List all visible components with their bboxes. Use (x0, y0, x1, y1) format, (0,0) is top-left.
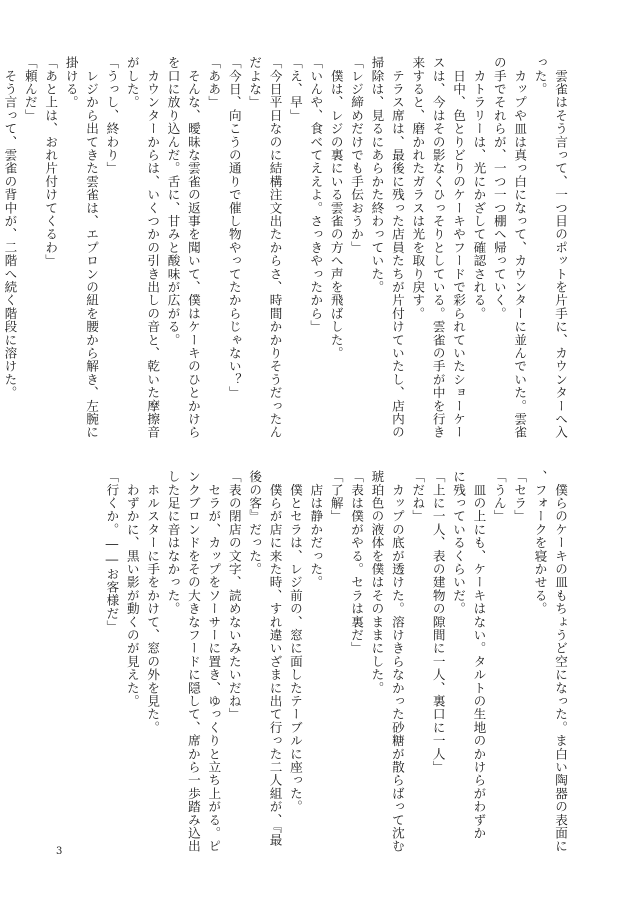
text-line: した足に音はなかった。 (165, 470, 181, 616)
text-line: 僕とセラは、レジ前の、窓に面したテーブルに座った。 (287, 470, 303, 814)
text-line: 雲雀はそう言って、一つ目のポットを片手に、カウンターへ入 (553, 56, 568, 439)
text-line: 、フォークを寝かせる。 (532, 470, 548, 616)
text-line: 「頼んだ」 (22, 56, 38, 122)
text-line: テラス席は、最後に残った店員たちが片付けていたし、店内の (389, 56, 405, 439)
text-line: 掛ける。 (63, 56, 79, 109)
text-line: レジから出てきた雲雀は、エプロンの紐を腰から解き、左腕に (84, 56, 100, 439)
page-number: 3 (56, 846, 63, 857)
text-line: 「上に一人、表の建物の隙間に一人、裏口に一人」 (430, 470, 446, 774)
text-line: 「うん」 (491, 470, 507, 523)
text-line: 僕らのケーキの皿もちょうど空になった。ま白い陶器の表面に (553, 470, 568, 853)
text-line: 来すると、磨かれたガラスは光を取り戻す。 (410, 56, 426, 320)
text-line: 「え、早」 (287, 56, 303, 122)
text-line: 「今日平日なのに結構注文出たからさ、時間かかりそうだったん (267, 56, 283, 439)
text-line: 「うっし、終わり」 (104, 56, 120, 175)
text-line: そう言って、雲雀の背中が、二階へ続く階段に溶けた。 (2, 56, 18, 400)
text-line: ホルスターに手をかけて、窓の外を見た。 (145, 470, 161, 734)
lower-text-block (104, 470, 568, 853)
text-line: セラが、カップをソーサーに置き、ゆっくりと立ち上がる。ピ (206, 470, 222, 853)
text-line: に残っているくらいだ。 (451, 470, 467, 616)
text-line: 後の客』だった。 (247, 470, 263, 576)
text-line: カウンターからは、いくつかの引き出しの音と、乾いた摩擦音 (145, 56, 161, 439)
text-line: 「あと上は、おれ片付けてくるわ」 (43, 56, 59, 268)
text-line: 「了解」 (328, 470, 344, 523)
text-line: 「だね」 (410, 470, 426, 523)
text-line: の手でそれらが、一つ一つ棚へ帰っていく。 (491, 56, 507, 320)
text-line: 「表の閉店の文字、読めないみたいだね」 (226, 470, 242, 721)
text-line: った。 (532, 56, 548, 96)
text-line: 琥珀色の液体を僕はそのままにした。 (369, 470, 385, 695)
text-line: 日中、色とりどりのケーキやフードで彩られていたショーケー (451, 56, 467, 439)
text-line: 「レジ締めだけでも手伝おうか」 (349, 56, 365, 254)
text-line: 皿の上にも、ケーキはない。タルトの生地のかけらがわずか (471, 470, 487, 840)
text-line: わずかに、黒い影が動くのが見えた。 (124, 470, 140, 708)
text-line: カップや皿は真っ白になって、カウンターに並んでいた。雲雀 (512, 56, 528, 439)
text-line: がした。 (124, 56, 140, 109)
text-line: カップの底が透けた。溶けきらなかった砂糖が散らばって沈む (389, 470, 405, 853)
text-line: 「いんや、食べてええよ。さっきやったから」 (308, 56, 324, 334)
text-line: を口に放り込んだ。舌に、甘みと酸味が広がる。 (165, 56, 181, 347)
text-line: 「ああ」 (206, 56, 222, 109)
text-line: 「行くか。――お客様だ」 (104, 470, 120, 634)
text-line: スは、今はその影なくひっそりとしている。雲雀の手が中を行き (430, 56, 446, 439)
text-line: 僕は、レジの裏にいる雲雀の方へ声を飛ばした。 (328, 56, 344, 360)
text-line: だよな」 (247, 56, 263, 109)
text-line: 僕らが店に来た時、すれ違いざまに出て行った二人組が、『最 (267, 470, 283, 847)
text-line: 店は静かだった。 (308, 470, 324, 589)
text-line: ンクブロンドをその大きなフードに隠して、席から一歩踏み込出 (185, 470, 201, 853)
text-line: そんな、曖昧な雲雀の返事を聞いて、僕はケーキのひとかけら (185, 56, 201, 439)
text-line: 掃除は、見るにあらかた終わっていた。 (369, 56, 385, 294)
upper-text-block (2, 56, 568, 439)
text-line: 「セラ」 (512, 470, 528, 523)
text-line: 「表は僕がやる。セラは裏だ」 (349, 470, 365, 655)
text-line: 「今日、向こうの通りで催し物やってたからじゃない？」 (226, 56, 242, 400)
text-line: カトラリーは、光にかざして確認される。 (471, 56, 487, 320)
